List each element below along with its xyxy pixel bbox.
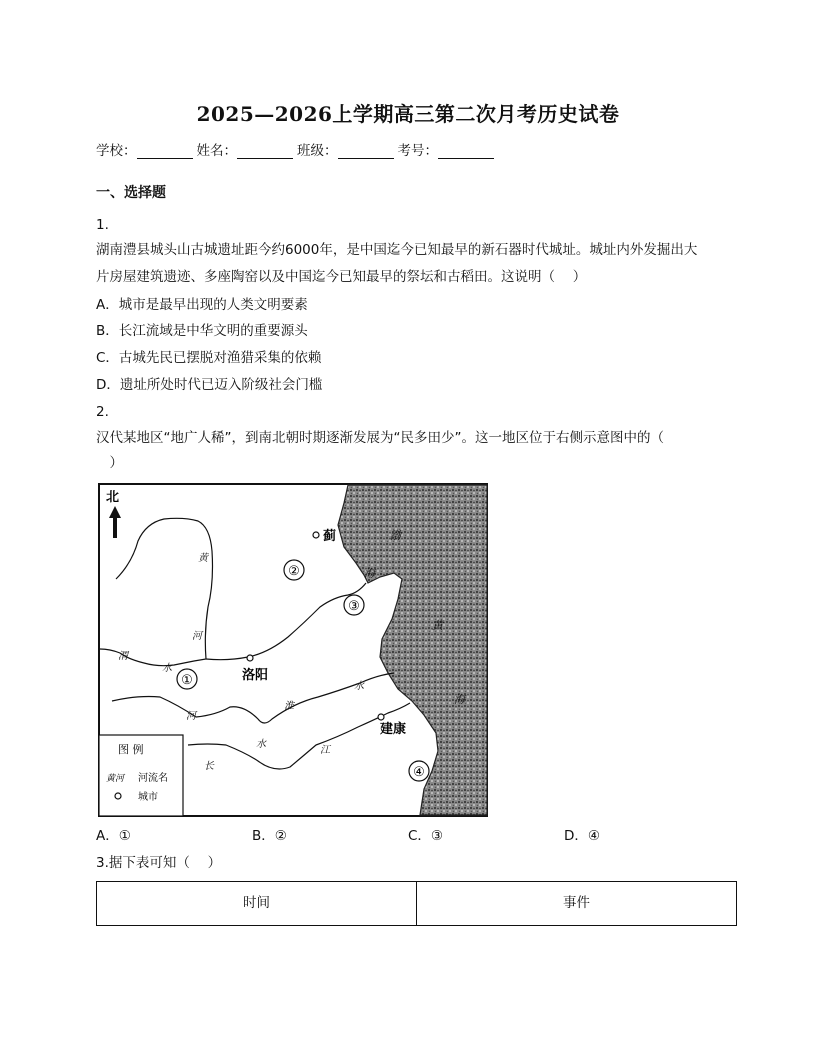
q2-option-a: A．①: [96, 828, 131, 844]
q2-option-c: C．③: [408, 828, 444, 844]
svg-text:④: ④: [413, 765, 425, 780]
q3-table: [96, 881, 737, 926]
river-label-chang-2: 水: [256, 739, 266, 750]
marker-2: [284, 560, 304, 580]
river-label-wei-1: 渭: [118, 651, 128, 662]
name-label: 姓名：: [196, 143, 237, 159]
sea-label-hai-2: 海: [454, 693, 465, 706]
river-label-huai-2: 河: [186, 711, 196, 722]
legend-city-label: 城市: [138, 792, 158, 803]
marker-3: [344, 595, 364, 615]
q1-option-a: A．城市是最早出现的人类文明要素: [96, 297, 308, 313]
q2-number: 2.: [96, 404, 109, 420]
name-blank: [237, 144, 293, 159]
table-row: [97, 882, 737, 926]
table-header-time: 时间: [97, 882, 417, 926]
svg-text:③: ③: [348, 599, 360, 614]
q1-number: 1.: [96, 217, 109, 233]
river-label-chang-3: 江: [320, 745, 330, 756]
table-header-event: 事件: [417, 882, 737, 926]
svg-text:①: ①: [181, 673, 193, 688]
q1-stem-line2: 片房屋建筑遗迹、多座陶窑以及中国迄今已知最早的祭坛和古稻田。这说明（ ）: [96, 269, 587, 285]
sea-label-hai-1: 海: [364, 567, 375, 580]
q3-stem: 3.据下表可知（ ）: [96, 855, 222, 871]
river-label-huang-1: 黄: [198, 553, 208, 564]
legend-title: 图 例: [118, 743, 144, 756]
river-label-huai-3: 水: [354, 681, 364, 692]
map-legend: [99, 735, 183, 816]
school-blank: [137, 144, 193, 159]
q1-option-b: B．长江流域是中华文明的重要源头: [96, 323, 308, 339]
sea-label-bo: 渤: [390, 529, 401, 542]
student-info-line: [96, 139, 498, 159]
river-label-wei-2: 水: [162, 663, 172, 674]
city-luoyang-label: 洛阳: [242, 668, 269, 683]
marker-4: [409, 761, 429, 781]
page-title: 2025—2026上学期高三第二次月考历史试卷: [196, 102, 620, 126]
sea-label-huang: 黄: [432, 619, 443, 632]
exam-number-blank: [438, 144, 494, 159]
class-label: 班级：: [297, 143, 338, 159]
legend-city-icon: [115, 793, 121, 799]
q2-stem-line2: ）: [96, 455, 123, 471]
north-arrow-shaft: [113, 517, 117, 538]
north-label: 北: [106, 490, 120, 505]
legend-river-sample: 黄河: [106, 774, 125, 784]
river-label-chang-1: 长: [204, 761, 214, 772]
exam-number-label: 考号：: [397, 143, 438, 159]
marker-1: [177, 669, 197, 689]
china-map-figure: [98, 483, 488, 817]
river-label-huai-1: 淮: [284, 701, 294, 712]
q2-option-d: D．④: [564, 828, 600, 844]
class-blank: [338, 144, 394, 159]
city-ji-dot: [313, 532, 319, 538]
q1-stem-line1: 湖南澧县城头山古城遗址距今约6000年，是中国迄今已知最早的新石器时代城址。城址内外发掘出大: [96, 242, 698, 258]
school-label: 学校：: [96, 143, 137, 159]
q2-stem-line1: 汉代某地区“地广人稀”，到南北朝时期逐渐发展为“民多田少”。这一地区位于右侧示意图中的（: [96, 430, 664, 446]
legend-river-label: 河流名: [138, 773, 168, 784]
svg-text:②: ②: [288, 564, 300, 579]
city-luoyang-dot: [247, 655, 253, 661]
city-ji-label: 蓟: [323, 529, 337, 544]
q1-option-d: D．遗址所处时代已迈入阶级社会门槛: [96, 377, 323, 393]
city-jiankang-dot: [378, 714, 384, 720]
section-title: 一、选择题: [96, 185, 166, 201]
city-jiankang-label: 建康: [380, 722, 407, 737]
river-label-huang-2: 河: [192, 631, 202, 642]
q1-option-c: C．古城先民已摆脱对渔猎采集的依赖: [96, 350, 322, 366]
q2-option-b: B．②: [252, 828, 287, 844]
